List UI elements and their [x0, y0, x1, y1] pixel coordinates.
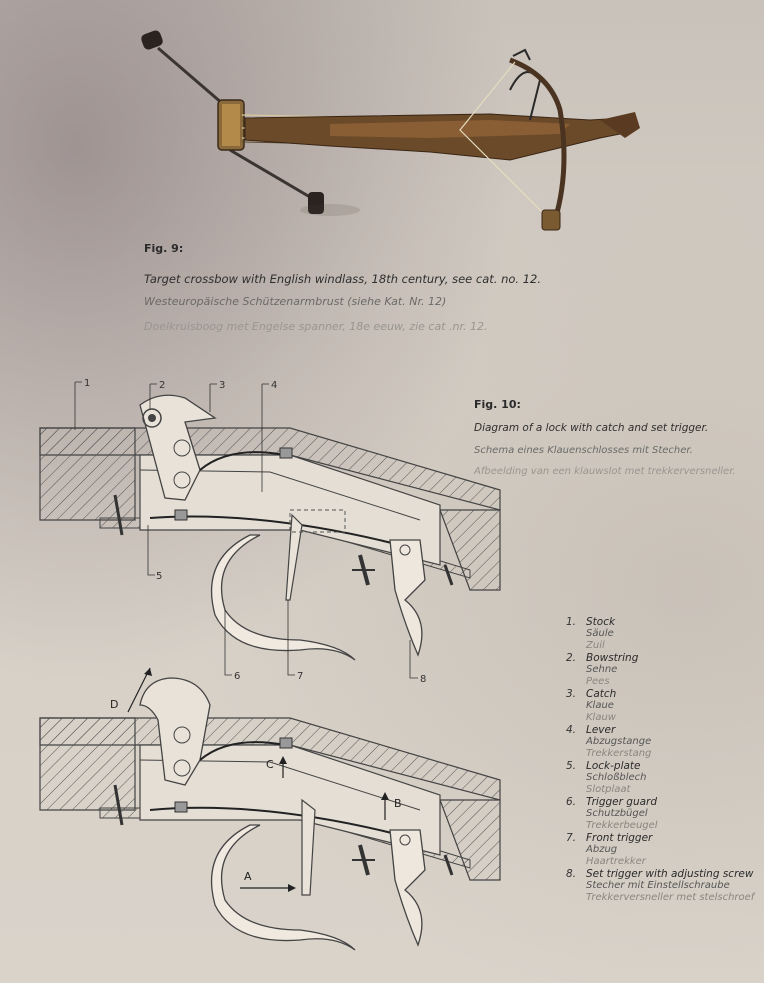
fig10-caption-de: Schema eines Klauenschlosses mit Stecher.	[474, 445, 693, 456]
windlass-handle-top	[140, 29, 164, 51]
legend-item	[566, 832, 756, 868]
callout-3: 3	[219, 380, 226, 391]
legend-num: 6.	[566, 796, 577, 808]
crossbow-photo	[130, 20, 660, 245]
label-d: D	[110, 698, 119, 711]
fig9-caption-nl: Doelkruisboog met Engelse spanner, 18e eeuw, zie cat .nr. 12.	[144, 320, 488, 333]
legend-nl: Klauw	[586, 712, 616, 723]
legend-nl: Haartrekker	[586, 856, 646, 867]
set-trigger-top	[390, 540, 425, 655]
legend-de: Stecher mit Einstellschraube	[586, 880, 730, 891]
callout-7: 7	[297, 671, 304, 682]
legend-item	[566, 724, 756, 760]
diagram-set-position	[40, 382, 500, 678]
lock-diagram	[0, 360, 520, 980]
legend-num: 7.	[566, 832, 577, 844]
legend-num: 3.	[566, 688, 577, 700]
legend-num: 4.	[566, 724, 577, 736]
label-c: C	[266, 758, 274, 771]
legend-nl: Pees	[586, 676, 610, 687]
diagram-released-position	[40, 668, 500, 950]
fig10-label: Fig. 10:	[474, 398, 521, 411]
legend-num: 5.	[566, 760, 577, 772]
legend	[566, 616, 756, 904]
legend-de: Abzugstange	[586, 736, 652, 747]
legend-de: Abzug	[586, 844, 618, 855]
fig9-caption-de: Westeuropäische Schützenarmbrust (siehe Kat. Nr. 12)	[144, 295, 447, 308]
legend-en: Trigger guard	[586, 796, 658, 808]
legend-en: Lock-plate	[586, 760, 641, 772]
label-b: B	[394, 797, 402, 810]
legend-nl: Trekkerversneller met stelschroef	[586, 892, 755, 903]
trigger-guard-top	[212, 535, 355, 660]
callout-4: 4	[271, 380, 278, 391]
legend-de: Schutzbügel	[586, 808, 648, 819]
legend-nl: Trekkerbeugel	[586, 820, 658, 831]
callout-8: 8	[420, 674, 427, 685]
legend-item	[566, 652, 756, 688]
legend-num: 2.	[566, 652, 577, 664]
legend-num: 1.	[566, 616, 577, 628]
legend-en: Front trigger	[586, 832, 653, 844]
legend-nl: Trekkerstang	[586, 748, 652, 759]
legend-item	[566, 868, 756, 904]
legend-num: 8.	[566, 868, 577, 880]
fig10-caption-nl: Afbeelding van een klauwslot met trekkerversneller.	[474, 466, 736, 477]
legend-en: Set trigger with adjusting screw	[586, 868, 754, 880]
legend-en: Catch	[586, 688, 617, 700]
callout-5: 5	[156, 571, 163, 582]
callout-2: 2	[159, 380, 166, 391]
legend-de: Säule	[586, 628, 614, 639]
legend-item	[566, 616, 756, 652]
label-a: A	[244, 870, 252, 883]
legend-nl: Zuil	[586, 640, 605, 651]
legend-item	[566, 796, 756, 832]
callout-1: 1	[84, 378, 91, 389]
legend-item	[566, 688, 756, 724]
legend-en: Bowstring	[586, 652, 639, 664]
fig9-caption-en: Target crossbow with English windlass, 18th century, see cat. no. 12.	[144, 272, 541, 286]
legend-en: Stock	[586, 616, 616, 628]
callout-6: 6	[234, 671, 241, 682]
legend-de: Schloßblech	[586, 772, 647, 783]
legend-de: Sehne	[586, 664, 618, 675]
legend-en: Lever	[586, 724, 616, 736]
legend-nl: Slotplaat	[586, 784, 631, 795]
legend-item	[566, 760, 756, 796]
fig9-label: Fig. 9:	[144, 242, 184, 255]
fig10-caption-en: Diagram of a lock with catch and set trigger.	[474, 422, 709, 434]
legend-de: Klaue	[586, 700, 614, 711]
